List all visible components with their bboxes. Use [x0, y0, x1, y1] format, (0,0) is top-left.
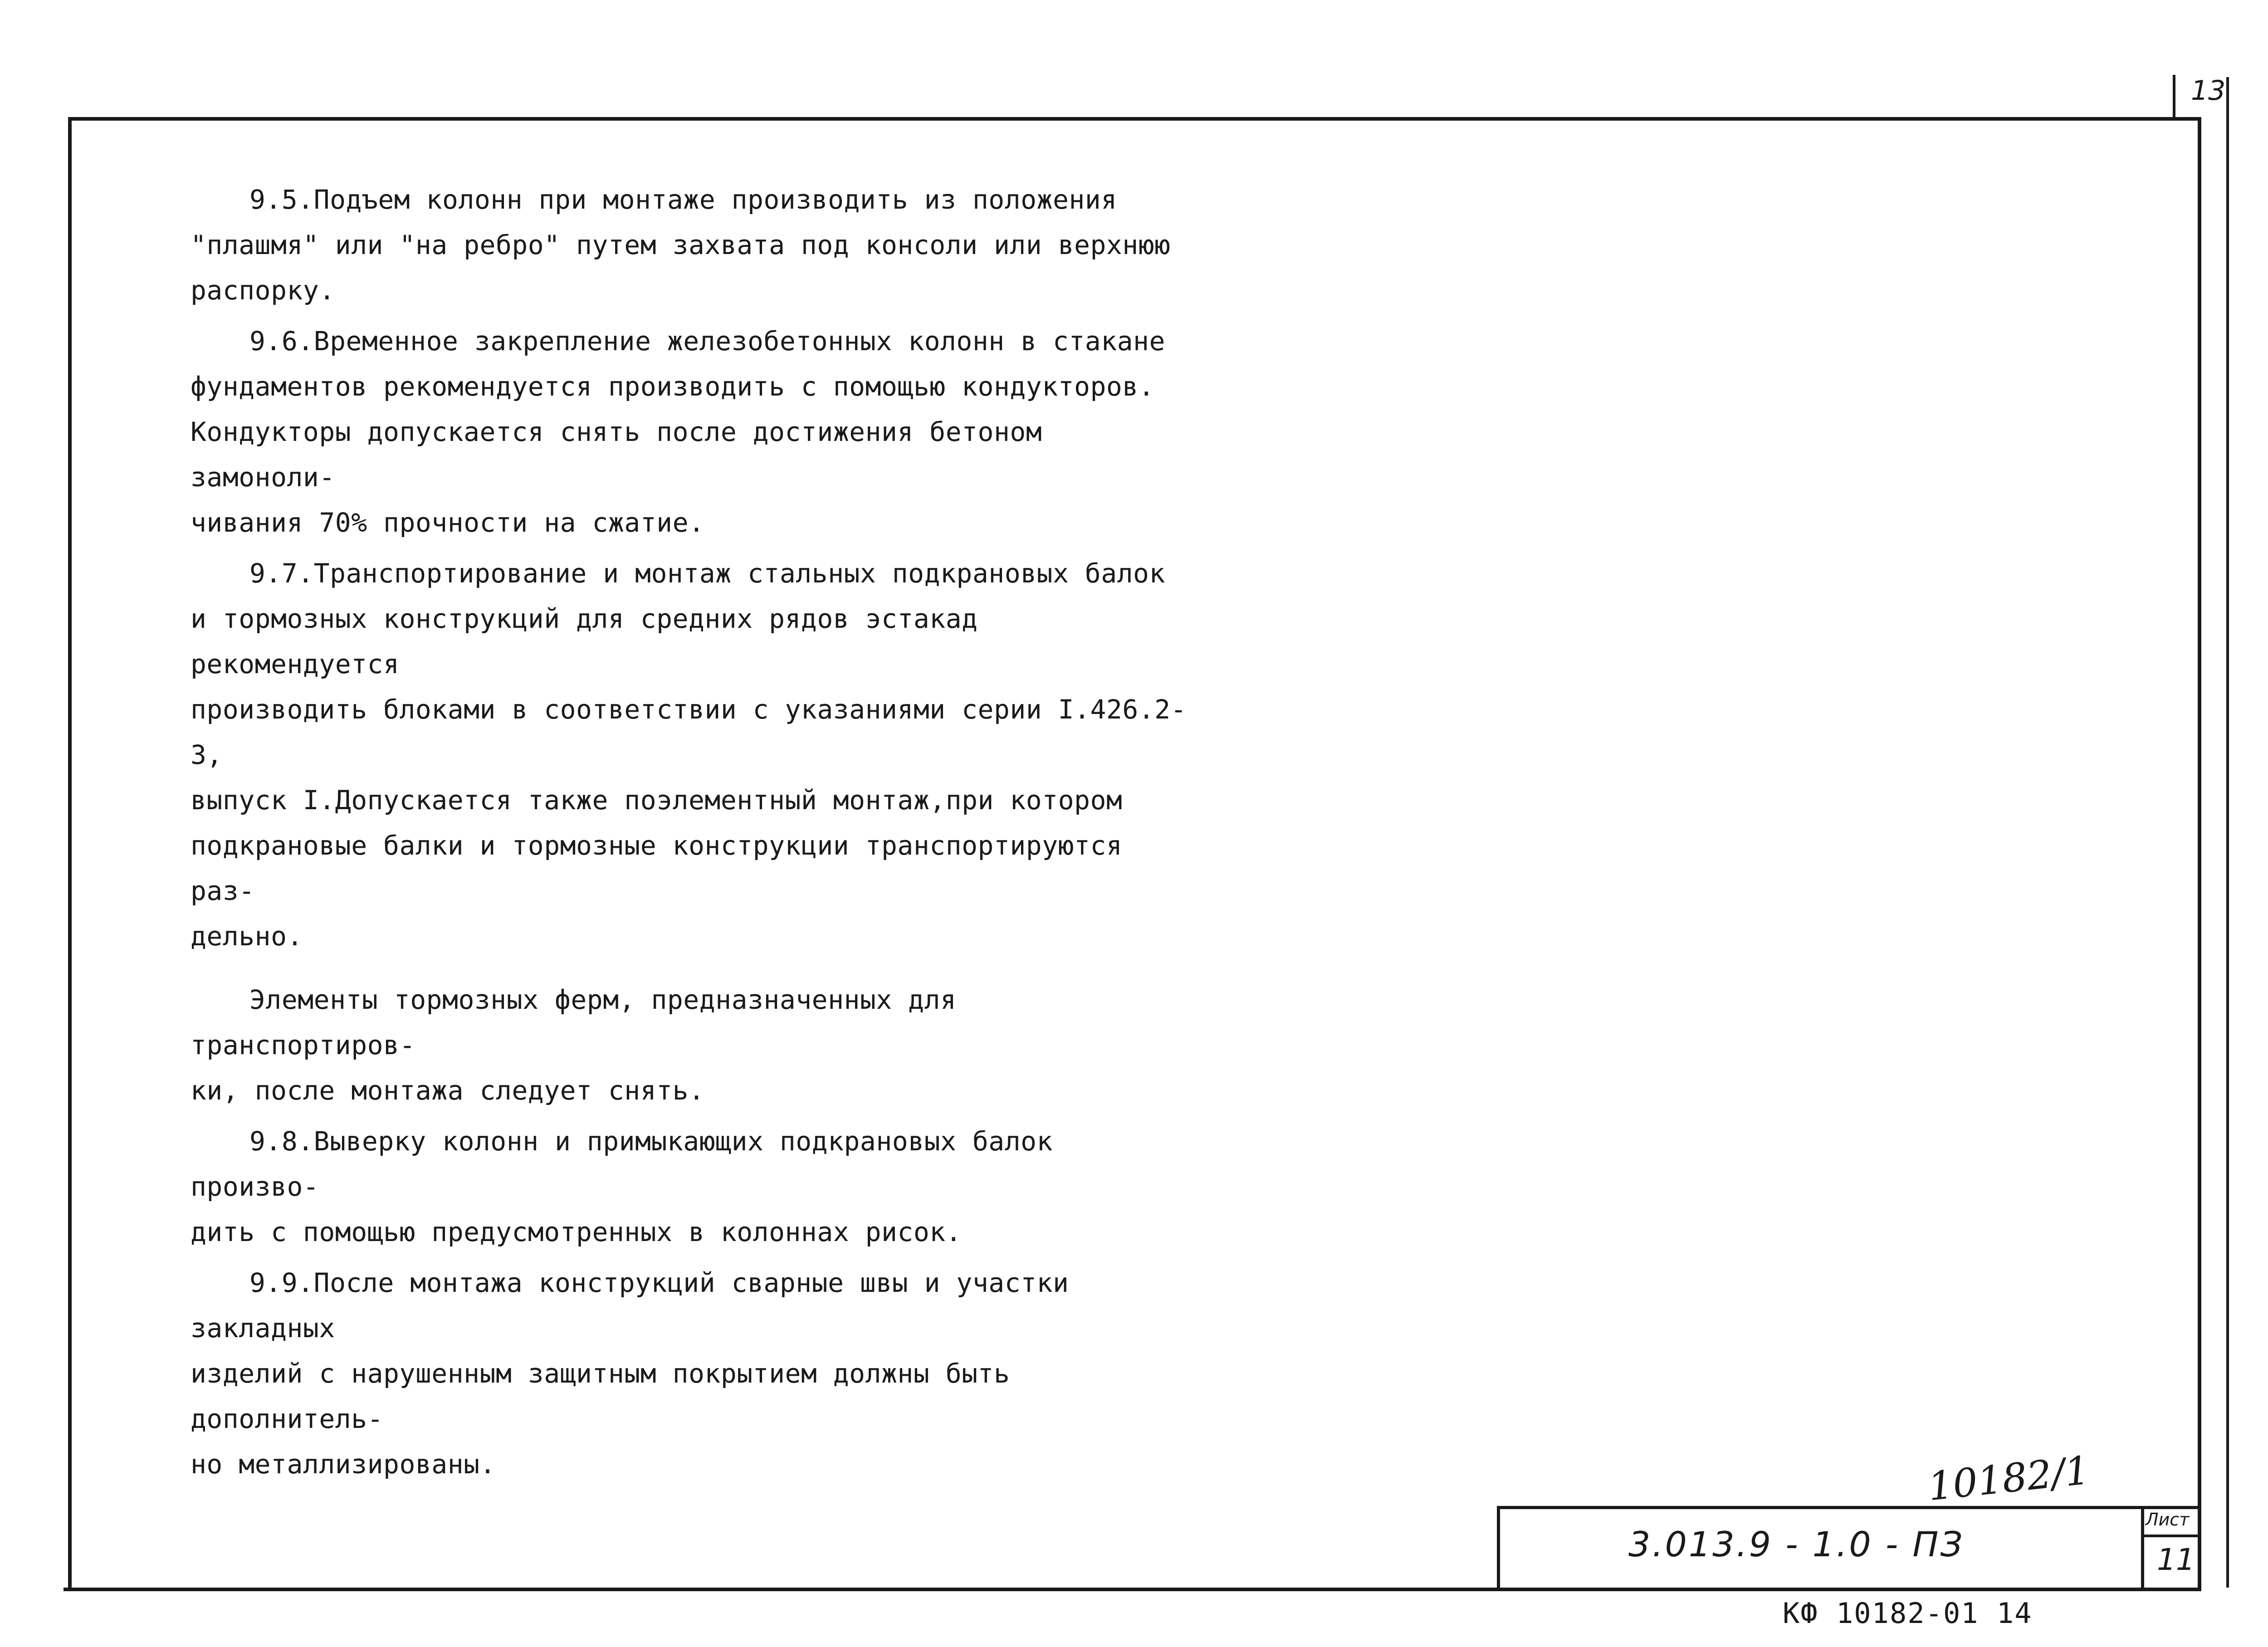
sheet-label: Лист [2146, 1510, 2190, 1530]
document-body [191, 177, 1188, 1492]
paragraph-9-7: 9.7.Транспортирование и монтаж стальных подкрановых балок и тормозных конструкций для средних рядов эстакад рекомендуется производить блоками в соответствии с указаниями серии I.426.2-3, выпуск I.Допускается также поэлементный монтаж,при котором подкрановые балки и тормозные конструкции транспортируются раз- дельно. [191, 558, 1187, 952]
paragraph-9-9: 9.9.После монтажа конструкций сварные швы и участки закладных изделий с нарушенным защитным покрытием должны быть дополнитель- но металлизированы. [191, 1267, 1069, 1480]
frame-right-border [2198, 117, 2201, 1591]
frame-left-border [68, 117, 72, 1591]
frame-top-border [68, 117, 2198, 121]
page-number-top: 13 [2191, 75, 2226, 107]
document-code: 3.013.9 - 1.0 - ПЗ [1628, 1524, 1965, 1564]
title-block-sheet-divider [2141, 1535, 2200, 1537]
title-block-divider [2141, 1506, 2144, 1591]
paragraph-9-5: 9.5.Подъем колонн при монтаже производить из положения "плашмя" или "на ребро" путем захвата под консоли или верхнюю распорку. [191, 184, 1171, 306]
frame-outer-right-border [2226, 77, 2229, 1588]
handwritten-inventory-number: 10182/1 [1926, 1447, 2092, 1510]
sheet-number-tick [2173, 75, 2175, 118]
sheet-number: 11 [2157, 1542, 2195, 1577]
paragraph-9-6: 9.6.Временное закрепление железобетонных колонн в стакане фундаментов рекомендуется производить с помощью кондукторов. Кондукторы допускается снять после достижения бетоном замоноли- чивания 70% прочности на сжатие. [191, 326, 1165, 538]
paragraph-9-8: 9.8.Выверку колонн и примыкающих подкрановых балок произво- дить с помощью предусмотренных в колоннах рисок. [191, 1126, 1053, 1247]
archive-code: КФ 10182-01 14 [1783, 1597, 2033, 1630]
paragraph-brake-trusses: Элементы тормозных ферм, предназначенных для транспортиров- ки, после монтажа следует снять. [191, 984, 957, 1106]
